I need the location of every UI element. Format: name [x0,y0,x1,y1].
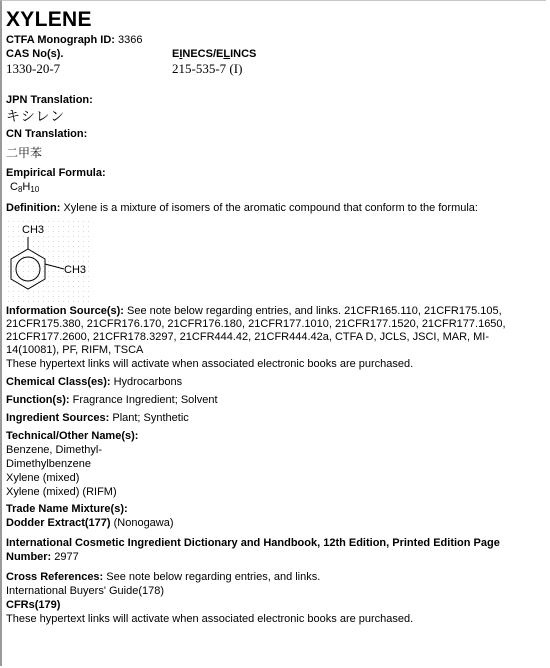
info-source-note: These hypertext links will activate when associated electronic books are purchased. [6,358,414,370]
structure-label-right: CH3 [64,264,87,276]
chem-class-value: Hydrocarbons [113,376,183,388]
cas-label: CAS No(s). [6,48,64,60]
empirical-label: Empirical Formula: [6,167,106,179]
ctfa-id-row [6,33,542,47]
trade-item[interactable]: Dodder Extract(177) (Nonogawa) [6,517,174,529]
ctfa-id-label: CTFA Monograph ID: [6,34,115,46]
xylene-structure-icon [6,219,92,303]
definition-label: Definition: [6,202,61,214]
trade-label: Trade Name Mixture(s): [6,503,128,515]
cn-label: CN Translation: [6,128,88,140]
empirical-formula: $C_8H_{10}$ [10,181,40,194]
list-item: Xylene (mixed) [6,472,80,484]
list-item: Dimethylbenzene [6,458,91,470]
list-item: Xylene (mixed) (RIFM) [6,486,117,498]
ctfa-id-value: 3366 [118,34,143,46]
technical-names-list [6,443,542,499]
ingredient-sources-value: Plant; Synthetic [112,412,189,424]
cross-ref-item[interactable]: International Buyers' Guide(178) [6,585,165,597]
cfrs-label[interactable]: CFRs(179) [6,599,61,611]
chem-class-row: Chemical Class(es): Hydrocarbons [6,376,183,388]
cross-ref-value: See note below regarding entries, and links. [106,571,321,583]
dictionary-page-value: 2977 [54,551,79,563]
ingredient-sources-row: Ingredient Sources: Plant; Synthetic [6,412,189,424]
function-row: Function(s): Fragrance Ingredient; Solvent [6,394,218,406]
technical-label: Technical/Other Name(s): [6,430,139,442]
monograph-content [6,8,542,626]
cas-value: 1330-20-7 [6,61,61,76]
cfrs-note: These hypertext links will activate when associated electronic books are purchased. [6,613,414,625]
dictionary-row: International Cosmetic Ingredient Dictionary and Handbook, 12th Edition, Printed Edition Page Number: 2977 [6,537,500,563]
einecs-value: 215-535-7 (I) [172,61,243,76]
cas-einecs-table [6,47,542,77]
definition-row [6,201,542,215]
cn-value: 二甲苯 [6,146,43,160]
cross-ref-row: Cross References: See note below regarding entries, and links. [6,571,321,583]
info-source-text[interactable]: See note below regarding entries, and links. 21CFR165.110, 21CFR175.105, 21CFR175.380, 21CFR176.170, 21CFR176.180, 21CFR177.1010, 21CFR177.1520, 21CFR177.1650, 21CFR177.2600, 21CFR178.3297, 21CFR444.42, 21CFR444.42a, CTFA D, JCLS, JSCI, MAR, MI-14(10081), PF, RIFM, TSCA [6,305,506,356]
ingredient-title: XYLENE [6,8,92,31]
structure-image [6,219,92,303]
info-source-label: Information Source(s): [6,305,124,317]
jpn-label: JPN Translation: [6,94,93,106]
list-item: Benzene, Dimethyl- [6,444,102,456]
jpn-value: キシレン [6,109,66,125]
function-value: Fragrance Ingredient; Solvent [72,394,218,406]
definition-text: Xylene is a mixture of isomers of the aromatic compound that conform to the formula: [63,202,478,214]
einecs-label: EINECS/ELINCS [172,48,257,60]
structure-label-top: CH3 [22,224,45,236]
info-source-block [6,305,542,357]
